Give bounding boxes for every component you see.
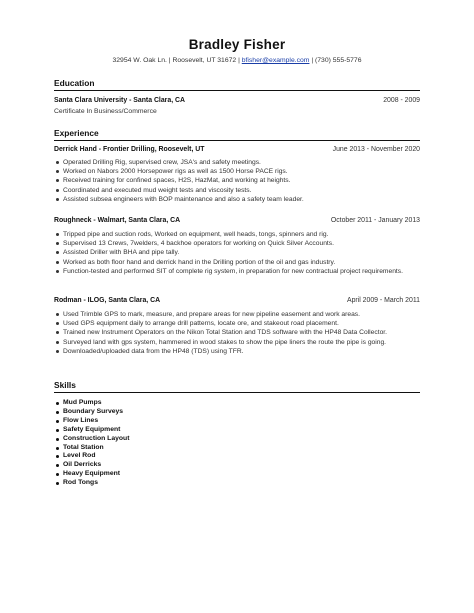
list-item: Supervised 13 Crews, 7welders, 4 backhoe operators for working on Quick Silver Accounts. xyxy=(54,239,404,248)
list-item: Used Trimble GPS to mark, measure, and prepare areas for new pipeline easement and work areas. xyxy=(54,310,404,319)
job-dates: April 2009 - March 2011 xyxy=(346,297,420,304)
job-bullets xyxy=(54,158,404,204)
education-divider xyxy=(54,90,420,91)
list-item: Boundary Surveys xyxy=(54,408,129,417)
list-item: Level Rod xyxy=(54,452,129,461)
job-bullets xyxy=(54,230,404,276)
experience-divider xyxy=(54,140,420,141)
list-item: Function-tested and performed SIT of complete rig system, in preparation for new contractual project requirements. xyxy=(54,267,404,276)
list-item: Heavy Equipment xyxy=(54,470,129,479)
contact-email-link[interactable]: bfisher@example.com xyxy=(241,57,310,64)
candidate-name: Bradley Fisher xyxy=(188,37,286,52)
list-item: Rod Tongs xyxy=(54,479,129,488)
education-dates: 2008 - 2009 xyxy=(383,97,420,104)
list-item: Mud Pumps xyxy=(54,399,129,408)
list-item: Total Station xyxy=(54,444,129,453)
job-heading: Derrick Hand - Frontier Drilling, Roosevelt, UT xyxy=(54,146,205,153)
list-item: Worked as both floor hand and derrick hand in the Drilling portion of the oil and gas industry. xyxy=(54,258,404,267)
education-degree: Certificate In Business/Commerce xyxy=(54,108,157,115)
skills-heading: Skills xyxy=(54,380,76,390)
list-item: Assisted Driller with BHA and pipe tally. xyxy=(54,248,404,257)
list-item: Worked on Nabors 2000 Horsepower rigs as well as 1500 Horse PACE rigs. xyxy=(54,167,404,176)
list-item: Oil Derricks xyxy=(54,461,129,470)
list-item: Assisted subsea engineers with BOP maintenance and also a safety team leader. xyxy=(54,195,404,204)
experience-heading: Experience xyxy=(54,128,99,138)
contact-phone: | (730) 555-5776 xyxy=(311,57,362,64)
education-heading: Education xyxy=(54,78,95,88)
list-item: Flow Lines xyxy=(54,417,129,426)
job-heading: Rodman - ILOG, Santa Clara, CA xyxy=(54,297,161,304)
list-item: Coordinated and executed mud weight tests and viscosity tests. xyxy=(54,186,404,195)
skills-list xyxy=(54,399,129,488)
contact-line xyxy=(0,57,474,64)
list-item: Operated Drilling Rig, supervised crew, JSA's and safety meetings. xyxy=(54,158,404,167)
list-item: Safety Equipment xyxy=(54,426,129,435)
list-item: Construction Layout xyxy=(54,435,129,444)
list-item: Trained new Instrument Operators on the Nikon Total Station and TDS software with the HP48 Data Collector. xyxy=(54,328,404,337)
list-item: Tripped pipe and suction rods, Worked on equipment, well heads, tongs, spinners and rig. xyxy=(54,230,404,239)
list-item: Used GPS equipment daily to arrange drill patterns, locate ore, and stakeout road placement. xyxy=(54,319,404,328)
list-item: Downloaded/uploaded data from the HP48 (TDS) using TFR. xyxy=(54,347,404,356)
skills-divider xyxy=(54,392,420,393)
job-dates: June 2013 - November 2020 xyxy=(332,146,420,153)
list-item: Surveyed land with gps system, hammered in wood stakes to show the pipe liners the route the pipe is going. xyxy=(54,338,404,347)
job-bullets xyxy=(54,310,404,356)
job-dates: October 2011 - January 2013 xyxy=(330,217,420,224)
education-school: Santa Clara University - Santa Clara, CA xyxy=(54,97,185,104)
contact-address: 32954 W. Oak Ln. | Roosevelt, UT 31672 | xyxy=(112,57,240,64)
job-heading: Roughneck - Walmart, Santa Clara, CA xyxy=(54,217,181,224)
list-item: Received training for confined spaces, H2S, HazMat, and working at heights. xyxy=(54,176,404,185)
